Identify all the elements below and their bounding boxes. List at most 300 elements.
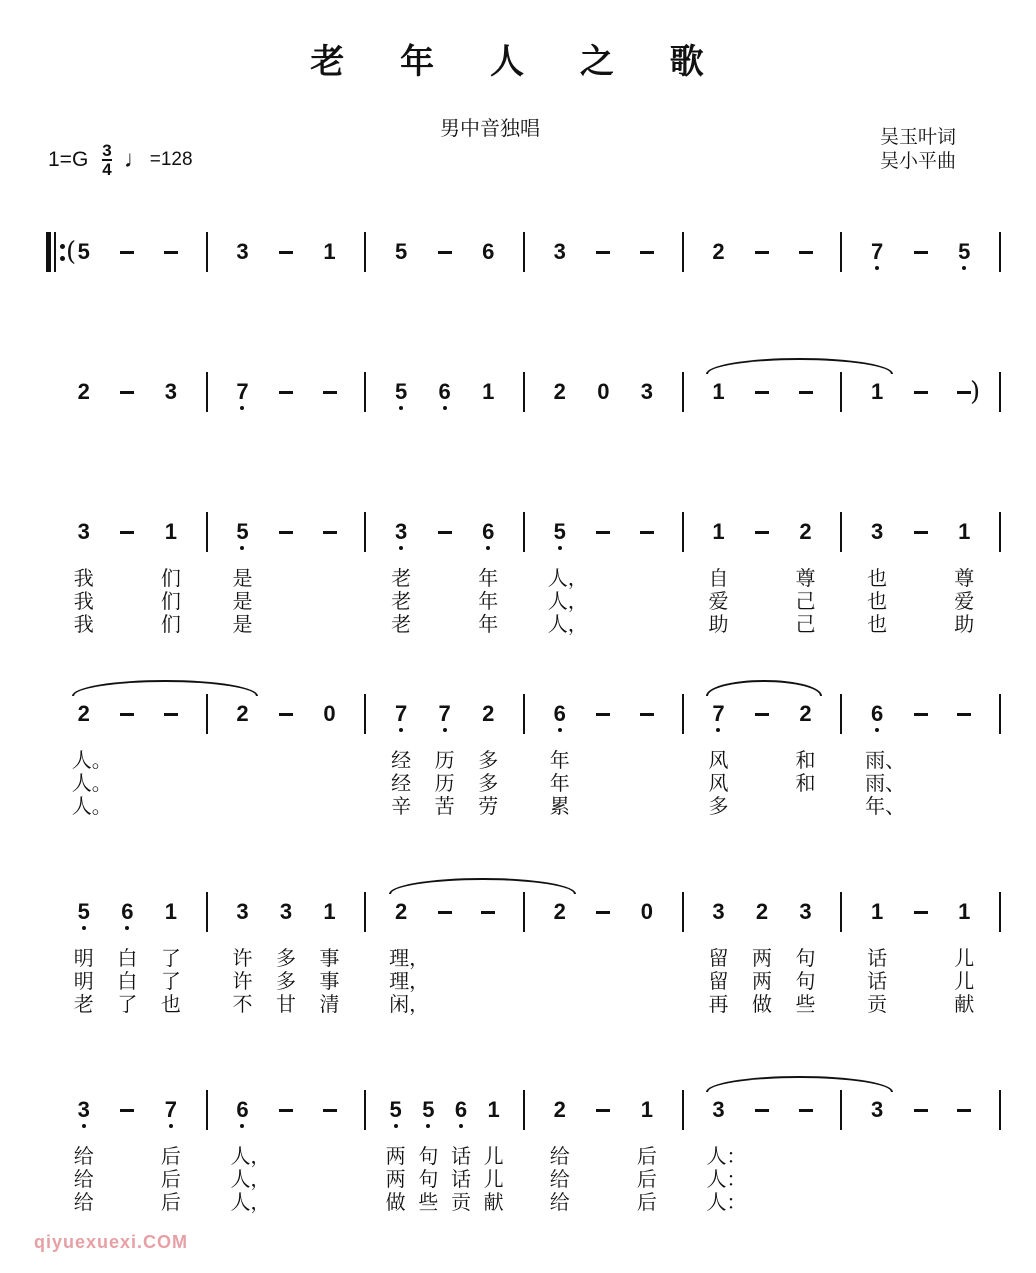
lyric-char: 明: [73, 969, 94, 993]
lyric-char: 理，: [389, 946, 430, 970]
note: 2: [77, 379, 90, 404]
barline: [206, 372, 208, 412]
lyric-char: 尊: [795, 566, 816, 590]
barline: [999, 1090, 1001, 1130]
note: 3: [236, 899, 249, 924]
lyric-char: 留: [708, 969, 729, 993]
lyric-char: 多: [276, 969, 296, 993]
note: 5: [230, 512, 254, 552]
duration-dash: [640, 531, 654, 534]
song-subtitle: 男中音独唱: [440, 116, 540, 140]
note: 1: [164, 519, 177, 544]
barline: [206, 694, 208, 734]
note: 6: [548, 694, 572, 734]
duration-dash: [596, 911, 610, 914]
octave-dot: [875, 728, 879, 732]
lyric-char: 后: [636, 1190, 657, 1214]
lyric-char: 给: [549, 1190, 570, 1214]
lyric-char: 雨、: [865, 748, 906, 772]
note: 6: [230, 1090, 254, 1130]
barline: [523, 372, 525, 412]
lyric-char: 雨、: [865, 771, 906, 795]
note: 7: [389, 694, 413, 734]
note: 7: [706, 694, 730, 734]
duration-dash: [279, 713, 293, 716]
note: 7: [159, 1090, 183, 1130]
lyric-char: 我: [73, 612, 94, 636]
octave-dot: [240, 406, 244, 410]
tie-slur: [706, 358, 893, 374]
duration-dash: [120, 531, 134, 534]
duration-dash: [957, 1109, 971, 1112]
note: 1: [712, 519, 725, 544]
duration-dash: [799, 1109, 813, 1112]
duration-dash: [755, 531, 769, 534]
barline: [364, 1090, 366, 1130]
lyric-char: 给: [73, 1167, 94, 1191]
lyric-char: 多: [478, 771, 499, 795]
lyric-char: 辛: [391, 794, 412, 818]
lyric-char: 后: [160, 1190, 181, 1214]
octave-dot: [394, 1124, 398, 1128]
lyric-char: 苦: [434, 794, 455, 818]
barline: [840, 372, 842, 412]
lyric-char: 两: [752, 946, 772, 970]
lyric-char: 年: [478, 566, 499, 590]
lyric-char: 留: [708, 946, 729, 970]
lyric-char: 话: [451, 1167, 471, 1191]
duration-dash: [120, 1109, 134, 1112]
lyric-char: 清: [319, 992, 340, 1016]
barline: [682, 1090, 684, 1130]
duration-dash: [279, 251, 293, 254]
octave-dot: [558, 546, 562, 550]
octave-dot: [399, 728, 403, 732]
lyric-char: 甘: [276, 992, 296, 1016]
lyric-char: 两: [752, 969, 772, 993]
lyric-char: 老: [391, 612, 412, 636]
tempo-label: =128: [149, 149, 193, 170]
lyric-char: 风: [708, 748, 729, 772]
duration-dash: [279, 1109, 293, 1112]
lyric-char: 自: [708, 566, 729, 590]
duration-dash: [438, 251, 452, 254]
note: 6: [476, 512, 500, 552]
lyric-char: 历: [434, 748, 455, 772]
note: 6: [449, 1090, 473, 1130]
barline: [523, 512, 525, 552]
lyric-char: 话: [451, 1144, 471, 1168]
lyric-char: 老: [391, 566, 412, 590]
lyric-char: 白: [117, 946, 138, 970]
song-title: 老 年 人 之 歌: [310, 42, 726, 82]
lyric-char: 贡: [451, 1190, 471, 1214]
octave-dot: [240, 546, 244, 550]
lyric-char: 些: [418, 1190, 439, 1214]
note: 2: [77, 701, 90, 726]
lyric-char: 年: [478, 612, 499, 636]
note: 3: [870, 1097, 884, 1122]
tie-slur: [389, 878, 576, 894]
lyric-char: 风: [708, 771, 729, 795]
watermark: qiyuexuexi.COM: [34, 1232, 189, 1252]
barline: [523, 694, 525, 734]
lyric-char: 老: [391, 589, 412, 613]
note: 5: [394, 239, 408, 264]
note: 5: [548, 512, 572, 552]
lyric-char: 多: [708, 794, 729, 818]
note: 1: [870, 379, 884, 404]
note: 2: [712, 239, 725, 264]
duration-dash: [438, 911, 452, 914]
note: 0: [640, 899, 653, 924]
duration-dash: [914, 713, 928, 716]
lyric-char: 了: [117, 992, 138, 1016]
lyric-char: 闲，: [389, 992, 430, 1016]
note: 1: [870, 899, 884, 924]
lyric-char: 儿: [483, 1144, 504, 1168]
note: 5: [77, 239, 90, 264]
lyric-char: 给: [73, 1144, 94, 1168]
note: 2: [755, 899, 769, 924]
staff-row: [48, 892, 1000, 1016]
note: 6: [115, 892, 139, 932]
lyric-char: 贡: [867, 992, 888, 1016]
note: 7: [865, 232, 889, 272]
barline: [206, 892, 208, 932]
barline: [999, 232, 1001, 272]
octave-dot: [443, 728, 447, 732]
lyric-char: 明: [73, 946, 94, 970]
duration-dash: [481, 911, 495, 914]
lyric-char: 年、: [865, 794, 906, 818]
lyric-char: 也: [867, 612, 888, 636]
note: 6: [865, 694, 889, 734]
lyric-char: 儿: [954, 946, 975, 970]
lyric-char: 人：: [706, 1144, 747, 1168]
duration-dash: [120, 713, 134, 716]
octave-dot: [169, 1124, 173, 1128]
barline: [364, 232, 366, 272]
repeat-start-barline: [46, 232, 51, 272]
duration-dash: [755, 713, 769, 716]
barline: [682, 512, 684, 552]
lyric-char: 爱: [708, 589, 729, 613]
lyric-char: 年: [549, 748, 570, 772]
duration-dash: [755, 1109, 769, 1112]
barline: [682, 372, 684, 412]
lyric-char: 爱: [954, 589, 975, 613]
staff-row: [48, 512, 1000, 636]
barline: [840, 512, 842, 552]
barline: [682, 232, 684, 272]
lyric-char: 助: [954, 612, 975, 636]
duration-dash: [438, 531, 452, 534]
duration-dash: [914, 911, 928, 914]
duration-dash: [799, 251, 813, 254]
lyric-char: 是: [232, 566, 253, 590]
duration-dash: [279, 531, 293, 534]
lyric-char: 己: [795, 612, 816, 636]
paren-open: (: [66, 237, 77, 267]
note: 5: [384, 1090, 408, 1130]
lyric-char: 多: [276, 946, 296, 970]
staff-row: [48, 694, 1000, 818]
note: 7: [433, 694, 457, 734]
octave-dot: [459, 1124, 463, 1128]
lyric-char: 劳: [478, 794, 499, 818]
lyric-char: 们: [160, 612, 181, 636]
barline: [999, 372, 1001, 412]
lyric-char: 话: [867, 969, 888, 993]
duration-dash: [914, 251, 928, 254]
lyric-char: 经: [391, 748, 412, 772]
tie-slur: [706, 1076, 893, 1092]
time-top: 3: [102, 141, 112, 160]
lyric-char: 后: [636, 1144, 657, 1168]
barline: [999, 892, 1001, 932]
duration-dash: [596, 713, 610, 716]
staff-row: [48, 232, 1000, 272]
lyric-char: 两: [385, 1144, 406, 1168]
note: 1: [323, 899, 336, 924]
lyric-char: 了: [160, 969, 181, 993]
lyric-char: 们: [160, 566, 181, 590]
tie-slur: [72, 680, 259, 696]
note: 3: [553, 239, 566, 264]
lyric-char: 人，: [230, 1167, 271, 1191]
lyric-char: 事: [319, 969, 340, 993]
octave-dot: [716, 728, 720, 732]
octave-dot: [426, 1124, 430, 1128]
lyricist-credit: 吴玉叶词: [880, 126, 957, 148]
lyric-char: 助: [708, 612, 729, 636]
duration-dash: [323, 391, 337, 394]
lyric-char: 累: [549, 794, 570, 818]
note: 2: [553, 379, 566, 404]
barline: [523, 232, 525, 272]
octave-dot: [82, 1124, 86, 1128]
lyric-char: 许: [232, 969, 253, 993]
note: 3: [77, 519, 90, 544]
lyric-char: 人。: [71, 771, 112, 795]
note: 1: [164, 899, 177, 924]
barline: [364, 372, 366, 412]
staff-row: [48, 372, 1000, 412]
barline: [840, 892, 842, 932]
barline: [364, 512, 366, 552]
duration-dash: [164, 713, 178, 716]
duration-dash: [323, 1109, 337, 1112]
time-signature: [102, 142, 111, 178]
lyric-char: 后: [636, 1167, 657, 1191]
lyric-char: 是: [232, 589, 253, 613]
duration-dash: [164, 251, 178, 254]
lyric-char: 些: [795, 992, 816, 1016]
barline: [206, 512, 208, 552]
note: 3: [712, 1097, 725, 1122]
note: 3: [799, 899, 812, 924]
duration-dash: [596, 531, 610, 534]
note: 2: [553, 1097, 566, 1122]
lyric-char: 做: [752, 992, 772, 1016]
duration-dash: [120, 391, 134, 394]
duration-dash: [755, 251, 769, 254]
duration-dash: [120, 251, 134, 254]
lyric-char: 了: [160, 946, 181, 970]
barline: [523, 1090, 525, 1130]
octave-dot: [399, 546, 403, 550]
lyric-char: 人，: [547, 566, 588, 590]
composer-credit: 吴小平曲: [880, 150, 957, 172]
duration-dash: [279, 391, 293, 394]
note: 1: [958, 519, 971, 544]
lyric-char: 做: [385, 1190, 406, 1214]
octave-dot: [962, 266, 966, 270]
note: 5: [416, 1090, 440, 1130]
lyric-char: 儿: [483, 1167, 504, 1191]
lyric-char: 人：: [706, 1190, 747, 1214]
barline: [999, 512, 1001, 552]
note: 2: [799, 519, 812, 544]
lyric-char: 和: [795, 748, 816, 772]
octave-dot: [875, 266, 879, 270]
lyric-char: 们: [160, 589, 181, 613]
lyric-char: 是: [232, 612, 253, 636]
note: 7: [230, 372, 254, 412]
note: 0: [597, 379, 610, 404]
lyric-char: 后: [160, 1167, 181, 1191]
duration-dash: [914, 391, 928, 394]
octave-dot: [486, 546, 490, 550]
note: 3: [870, 519, 884, 544]
barline: [840, 694, 842, 734]
lyric-char: 也: [867, 589, 888, 613]
note: 3: [389, 512, 413, 552]
paren-close: ): [970, 377, 981, 407]
lyric-char: 再: [708, 992, 729, 1016]
note: 0: [323, 701, 336, 726]
lyric-char: 我: [73, 566, 94, 590]
lyric-char: 我: [73, 589, 94, 613]
note: 2: [482, 701, 495, 726]
note: 1: [482, 379, 495, 404]
duration-dash: [596, 251, 610, 254]
lyric-char: 白: [117, 969, 138, 993]
barline: [364, 892, 366, 932]
lyric-char: 己: [795, 589, 816, 613]
duration-dash: [799, 391, 813, 394]
duration-dash: [957, 713, 971, 716]
note: 5: [952, 232, 976, 272]
note: 3: [640, 379, 653, 404]
lyric-char: 献: [483, 1190, 504, 1214]
repeat-dot: [60, 256, 65, 261]
note: 2: [394, 899, 408, 924]
note: 3: [72, 1090, 96, 1130]
lyric-char: 后: [160, 1144, 181, 1168]
lyric-char: 句: [418, 1167, 439, 1191]
note: 1: [958, 899, 971, 924]
lyric-char: 老: [73, 992, 94, 1016]
lyric-char: 人，: [547, 589, 588, 613]
lyric-char: 两: [385, 1167, 406, 1191]
lyric-char: 年: [549, 771, 570, 795]
lyric-char: 不: [232, 992, 253, 1016]
note: 5: [72, 892, 96, 932]
barline: [999, 694, 1001, 734]
barline: [206, 1090, 208, 1130]
note: 6: [433, 372, 457, 412]
key-label: 1=G: [48, 148, 89, 171]
octave-dot: [443, 406, 447, 410]
lyric-char: 也: [867, 566, 888, 590]
note: 3: [236, 239, 249, 264]
note: 3: [164, 379, 177, 404]
barline: [682, 892, 684, 932]
lyric-char: 尊: [954, 566, 975, 590]
note: 2: [799, 701, 812, 726]
lyric-char: 给: [549, 1144, 570, 1168]
lyric-char: 人，: [230, 1144, 271, 1168]
lyric-char: 给: [73, 1190, 94, 1214]
repeat-thin-barline: [54, 232, 56, 272]
note: 2: [553, 899, 566, 924]
lyric-char: 经: [391, 771, 412, 795]
note: 1: [640, 1097, 653, 1122]
barline: [523, 892, 525, 932]
barline: [840, 1090, 842, 1130]
note: 1: [712, 379, 725, 404]
note: 3: [279, 899, 293, 924]
octave-dot: [82, 926, 86, 930]
note: 1: [323, 239, 336, 264]
repeat-dot: [60, 244, 65, 249]
lyric-char: 多: [478, 748, 499, 772]
lyric-char: 许: [232, 946, 253, 970]
tie-slur: [706, 680, 821, 696]
lyric-char: 理，: [389, 969, 430, 993]
lyric-char: 也: [160, 992, 181, 1016]
key-signature: [48, 142, 193, 178]
octave-dot: [399, 406, 403, 410]
lyric-char: 事: [319, 946, 340, 970]
lyric-char: 人，: [230, 1190, 271, 1214]
lyric-char: 献: [954, 992, 975, 1016]
lyric-char: 年: [478, 589, 499, 613]
lyric-char: 历: [434, 771, 455, 795]
octave-dot: [558, 728, 562, 732]
lyric-char: 和: [795, 771, 816, 795]
staff-row: [48, 1090, 1000, 1214]
duration-dash: [596, 1109, 610, 1112]
lyric-char: 人：: [706, 1167, 747, 1191]
note: 6: [482, 239, 495, 264]
note: 3: [712, 899, 725, 924]
lyric-char: 人。: [71, 794, 112, 818]
note: 5: [389, 372, 413, 412]
lyric-char: 句: [795, 969, 816, 993]
barline: [206, 232, 208, 272]
octave-dot: [125, 926, 129, 930]
barline: [840, 232, 842, 272]
lyric-char: 句: [418, 1144, 439, 1168]
lyric-char: 话: [867, 946, 888, 970]
duration-dash: [323, 531, 337, 534]
quarter-note-icon: ♩: [123, 146, 148, 173]
lyric-char: 人，: [547, 612, 588, 636]
duration-dash: [640, 251, 654, 254]
